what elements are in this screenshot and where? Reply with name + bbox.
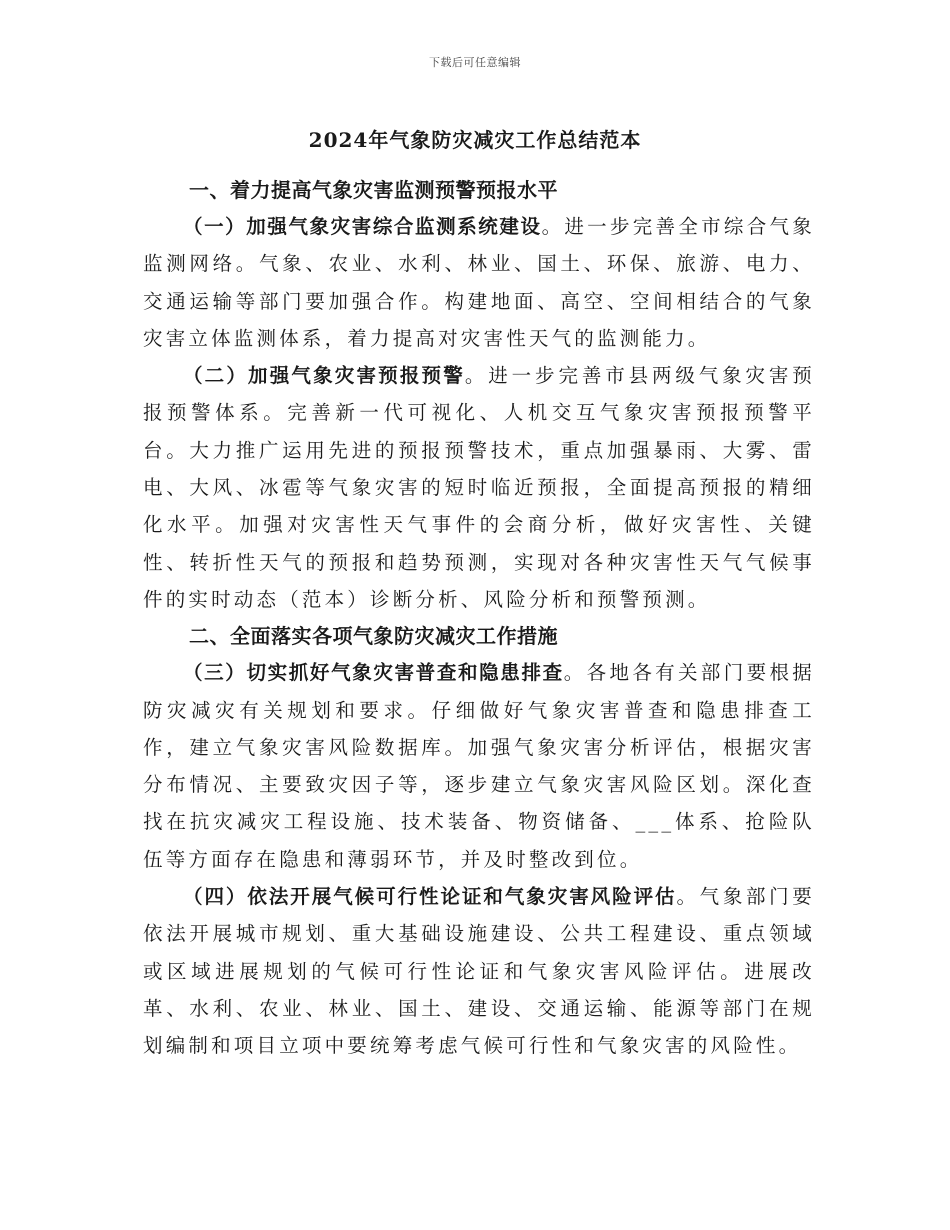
paragraph-lead: （三）切实抓好气象灾害普查和隐患排查: [183, 661, 564, 685]
paragraph-body: 。进一步完善市县两级气象灾害预报预警体系。完善新一代可视化、人机交互气象灾害预报预警平台。大力推广运用先进的预报预警技术，重点加强暴雨、大雾、雷电、大风、冰雹等气象灾害的短时临近预报，全面提高预报的精细化水平。加强对灾害性天气事件的会商分析，做好灾害性、关键性、转折性天气的预报和趋势预测，实现对各种灾害性天气气候事件的实时动态（范本）诊断分析、风险分析和预警预测。: [143, 364, 815, 611]
paragraph-3: [143, 654, 815, 878]
paragraph-2: [143, 357, 815, 618]
paragraph-lead: （四）依法开展气候可行性论证和气象灾害风险评估: [183, 885, 677, 909]
paragraph-4: [143, 878, 815, 1064]
header-note: 下载后可任意编辑: [429, 56, 521, 69]
paragraph-body: 。进一步完善全市综合气象监测网络。气象、农业、水利、林业、国土、环保、旅游、电力、交通运输等部门要加强合作。构建地面、高空、空间相结合的气象灾害立体监测体系，着力提高对灾害性天气的监测能力。: [143, 215, 815, 350]
document-title: 2024年气象防灾减灾工作总结范本: [308, 128, 642, 152]
section-heading-2: 二、全面落实各项气象防灾减灾工作措施: [189, 624, 558, 649]
paragraph-lead: （一）加强气象灾害综合监测系统建设: [183, 215, 542, 238]
paragraph-1: [143, 208, 815, 357]
document-body: [143, 172, 815, 1065]
paragraph-lead: （二）加强气象灾害预报预警: [183, 364, 465, 388]
section-heading-1: 一、着力提高气象灾害监测预警预报水平: [189, 178, 558, 202]
paragraph-body: 。气象部门要依法开展城市规划、重大基础设施建设、公共工程建设、重点领域或区域进展规划的气候可行性论证和气象灾害风险评估。进展改革、水利、农业、林业、国土、建设、交通运输、能源等部门在规划编制和项目立项中要统筹考虑气候可行性和气象灾害的风险性。: [143, 885, 815, 1058]
paragraph-body: 。各地各有关部门要根据防灾减灾有关规划和要求。仔细做好气象灾害普查和隐患排查工作，建立气象灾害风险数据库。加强气象灾害分析评估，根据灾害分布情况、主要致灾因子等，逐步建立气象灾害风险区划。深化查找在抗灾减灾工程设施、技术装备、物资储备、___体系、抢险队伍等方面存在隐患和薄弱环节，并及时整改到位。: [143, 661, 815, 871]
